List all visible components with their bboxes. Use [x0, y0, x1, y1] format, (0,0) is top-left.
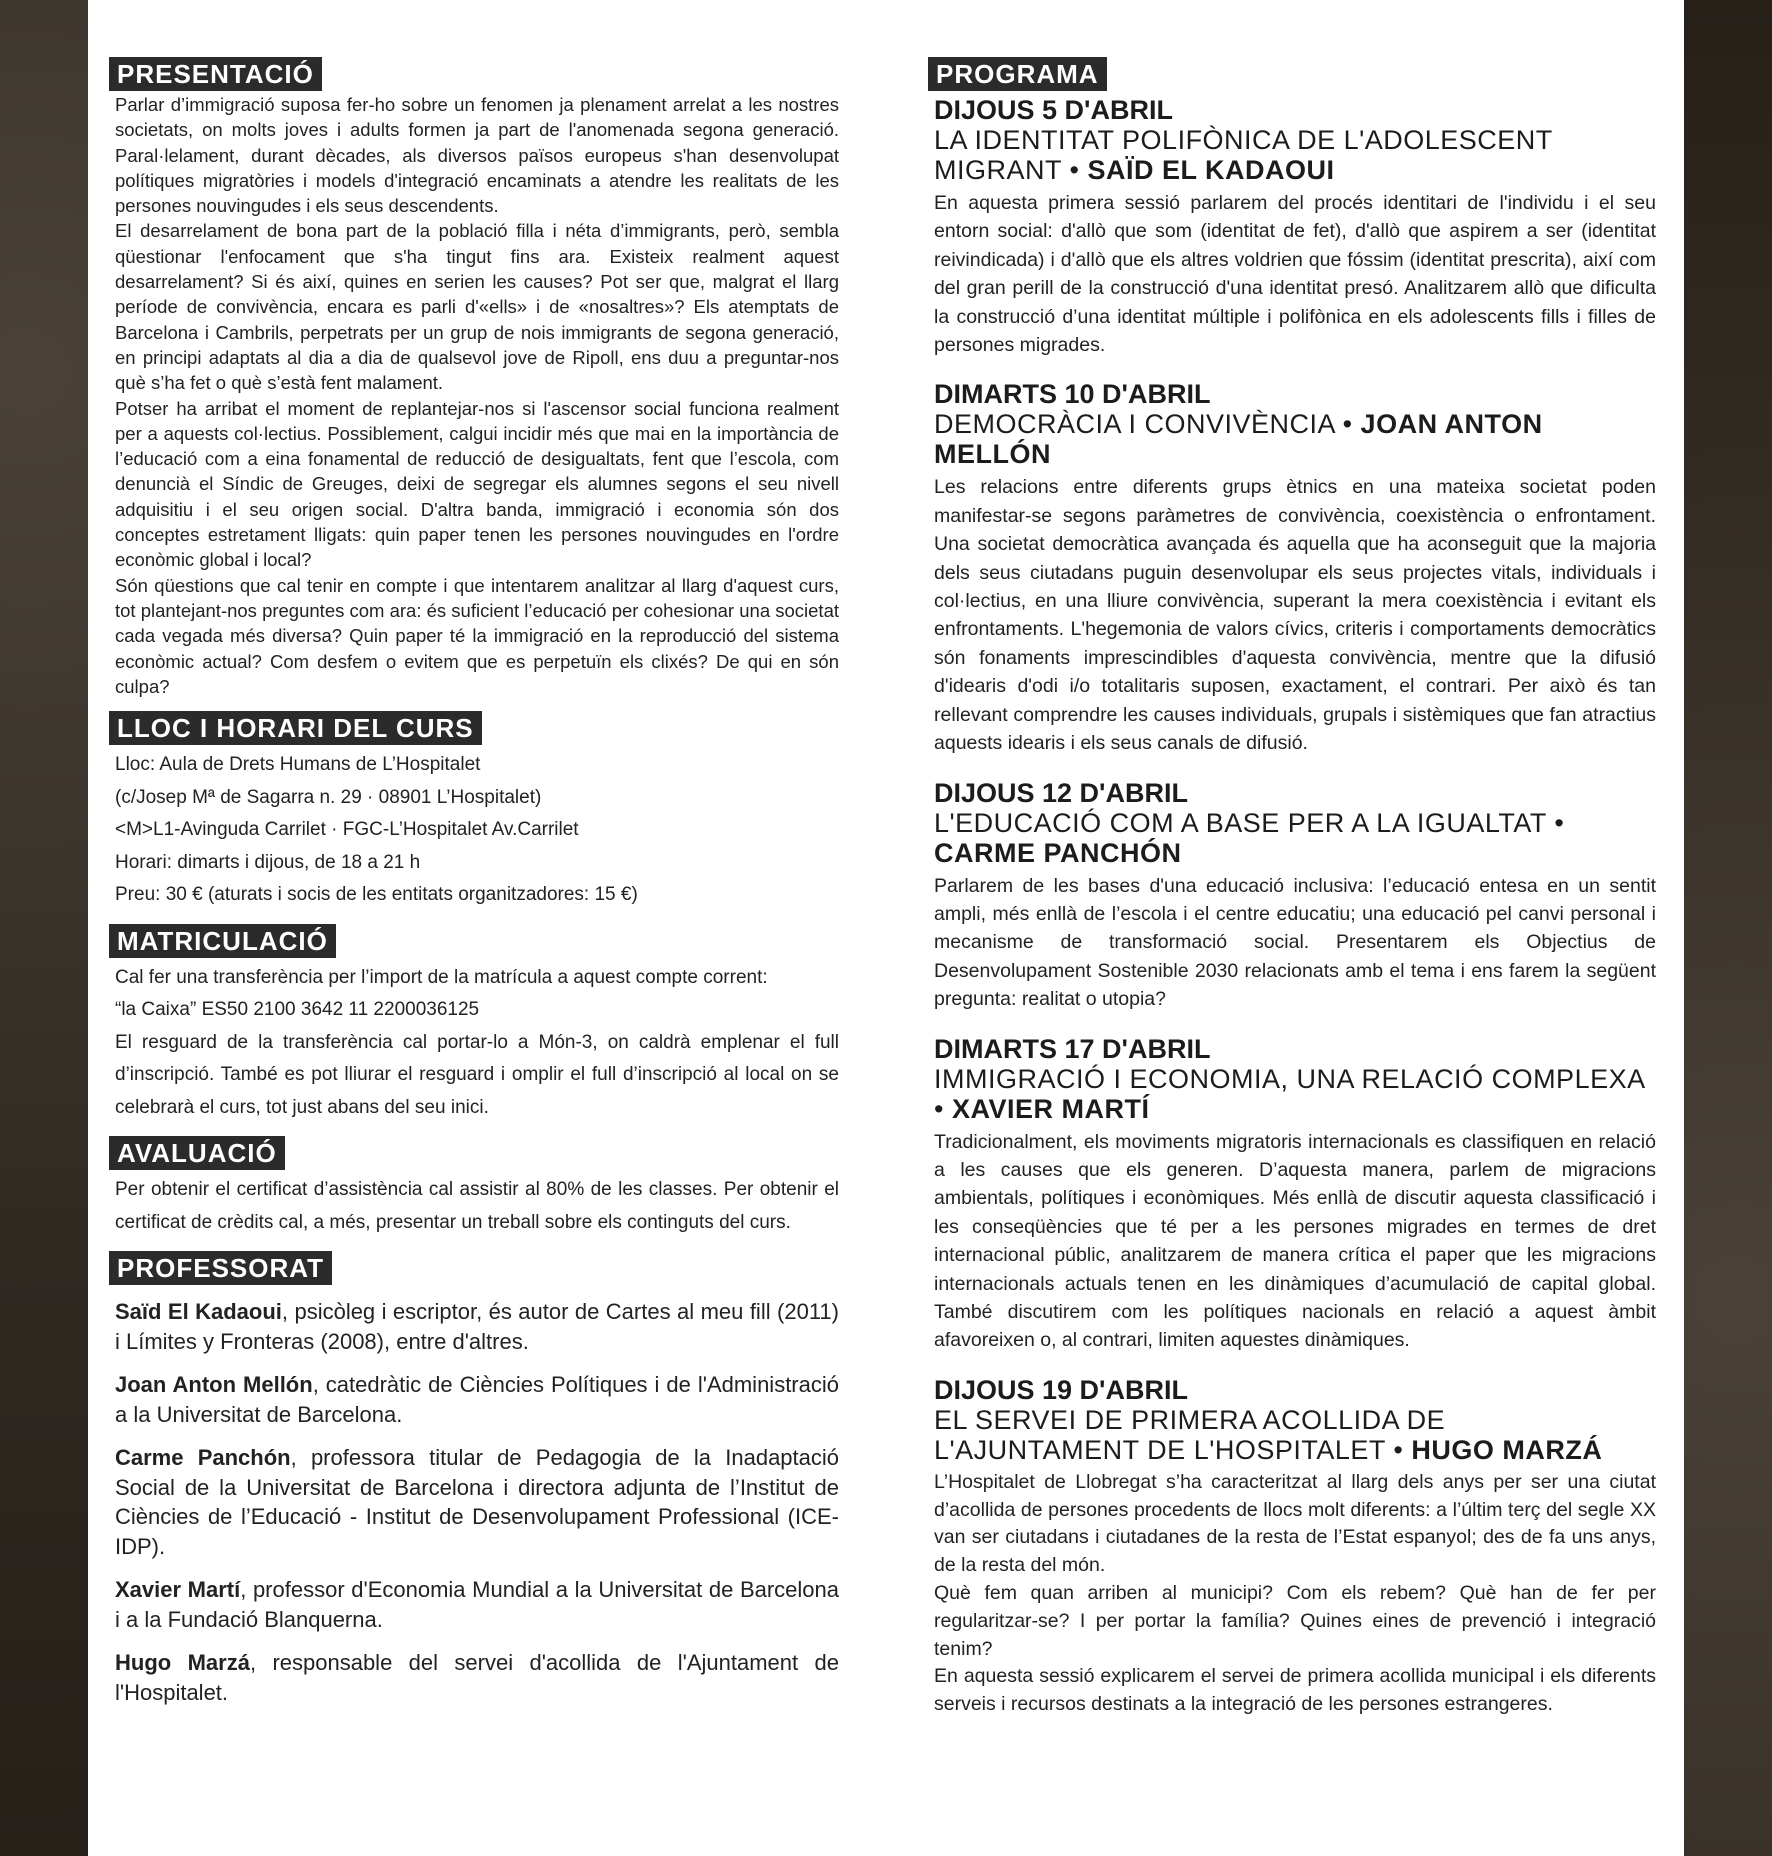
session-title [934, 1405, 1656, 1465]
session-speaker: JOAN ANTON MELLÓN [934, 409, 1543, 470]
session-title-text: DEMOCRÀCIA I CONVIVÈNCIA • [934, 409, 1353, 440]
session-title-text: LA IDENTITAT POLIFÒNICA DE L'ADOLESCENT MIGRANT • [934, 125, 1553, 185]
session-description [934, 189, 1656, 359]
avaluacio-details [115, 1174, 839, 1239]
avaluacio-heading: AVALUACIÓ [109, 1136, 285, 1170]
matriculacio-line: El resguard de la transferència cal portar-lo a Món-3, on caldrà emplenar el full d’inscripció. També es pot lliurar el resguard i omplir el full d’inscripció al local on se celebrarà el curs, tot just abans del seu inici. [115, 1031, 839, 1118]
professor-entry [115, 1575, 839, 1634]
professorat-heading: PROFESSORAT [109, 1251, 332, 1285]
session-date: DIMARTS 17 D'ABRIL [934, 1033, 1211, 1064]
right-border [1684, 0, 1772, 1856]
lloc-line: Preu: 30 € (aturats i socis de les entitats organitzadores: 15 €) [115, 884, 638, 906]
session-title-text: L'EDUCACIÓ COM A BASE PER A LA IGUALTAT • [934, 807, 1565, 838]
matriculacio-details [115, 962, 839, 1125]
session-paragraph: En aquesta primera sessió parlarem del procés identitari de l'individu i el seu entorn social: d'allò que som (identitat de fet), d'allò que aspirem a ser (identitat reivindicada) i d'allò que els altres voldrien que fóssim (identitat prescrita), així com del gran perill de la construcció d'una identitat presó. Analitzarem allò que dificulta la construcció d’una identitat múltiple i polifònica en els adolescents fills i filles de persones migrades. [934, 192, 1656, 357]
session-date: DIJOUS 12 D'ABRIL [934, 777, 1188, 808]
presentacio-text [115, 92, 839, 699]
session-speaker: SAÏD EL KADAOUI [1087, 155, 1335, 185]
professor-desc: , catedràtic de Ciències Polítiques i de l'Administració a la Universitat de Barcelona. [115, 1372, 839, 1427]
session-paragraph: Tradicionalment, els moviments migratoris internacionals es classifiquen en relació a les causes que els generen. D’aquesta manera, parlem de migracions ambientals, polítiques i econòmiques. Més enllà de discutir aquesta classificació i les conseqüències que té per a les persones migrades en termes de dret internacional públic, analitzarem de manera crítica el paper que les migracions internacionals actuals tenen en les dinàmiques d’acumulació de capital global. També discutirem com les polítiques nacionals en relació a aquest àmbit afavoreixen o, al contrari, limiten aquestes dinàmiques. [934, 1130, 1656, 1352]
professor-desc: , professora titular de Pedagogia de la Inadaptació Social de la Universitat de Barcelona i directora adjunta de l’Institut de Ciències de l’Educació - Institut de Desenvolupament Professional (ICE-IDP). [115, 1445, 840, 1559]
left-column [115, 57, 839, 1721]
professor-name: Hugo Marzá [115, 1650, 250, 1676]
lloc-heading: LLOC I HORARI DEL CURS [109, 711, 482, 745]
presentacio-section [115, 57, 839, 699]
session-title [934, 409, 1656, 469]
lloc-line: Lloc: Aula de Drets Humans de L’Hospitalet [115, 754, 481, 776]
session [934, 379, 1656, 757]
professor-entry [115, 1443, 839, 1561]
professorat-section [115, 1251, 839, 1707]
session [934, 778, 1656, 1014]
presentacio-paragraph: El desarrelament de bona part de la població filla i néta d’immigrants, però, sembla qüestionar l'enfocament que s'ha tingut fins ara. Existeix realment aquest desarrelament? Si és així, quines en serien les causes? Pot ser que, malgrat el llarg període de convivència, encara es parli d'«ells» i de «nosaltres»? Els atemptats de Barcelona i Cambrils, perpetrats per un grup de nois immigrants de segona generació, en principi adaptats al dia a dia de qualsevol jove de Ripoll, ens duu a preguntar-nos què s’ha fet o què s’està fent malament. [115, 220, 839, 394]
lloc-line: Horari: dimarts i dijous, de 18 a 21 h [115, 851, 421, 873]
matriculacio-heading: MATRICULACIÓ [109, 924, 336, 958]
professor-entry [115, 1297, 839, 1356]
session-speaker: XAVIER MARTÍ [951, 1093, 1150, 1124]
bank-account: “la Caixa” ES50 2100 3642 11 2200036125 [115, 999, 480, 1021]
presentacio-paragraph: Són qüestions que cal tenir en compte i que intentarem analitzar al llarg d'aquest curs, tot plantejant-nos preguntes com ara: és suficient l’educació per cohesionar una societat cada vegada més diversa? Quin paper té la immigració en la reproducció del sistema econòmic actual? Com desfem o evitem que es perpetuïn els clixés? De qui en són culpa? [115, 574, 839, 697]
session-speaker: CARME PANCHÓN [934, 837, 1182, 868]
professor-entry [115, 1648, 839, 1707]
session-title [934, 125, 1656, 185]
session-title [934, 1064, 1656, 1124]
programa-heading: PROGRAMA [928, 57, 1107, 91]
session [934, 95, 1656, 359]
session-paragraph: Parlarem de les bases d'una educació inclusiva: l’educació entesa en un sentit ampli, més enllà de l’escola i el centre educatiu; una educació pel canvi personal i mecanisme de transformació social. Presentarem els Objectius de Desenvolupament Sostenible 2030 relacionats amb el tema i ens farem la següent pregunta: realitat o utopia? [934, 874, 1656, 1011]
session-date: DIJOUS 19 D'ABRIL [934, 1374, 1188, 1405]
professor-entry [115, 1370, 839, 1429]
session-paragraph: Què fem quan arriben al municipi? Com els rebem? Què han de fer per regularitzar-se? I per portar la família? Quines eines de prevenció i integració tenim? [934, 1581, 1656, 1660]
session-paragraph: L’Hospitalet de Llobregat s’ha caracteritzat al llarg dels anys per ser una ciutat d’acollida de persones procedents de llocs molt diferents: a l’últim terç del segle XX van ser ciutadans i ciutadanes de la resta de l’Estat espanyol; des de fa uns anys, de la resta del món. [934, 1470, 1656, 1577]
professor-name: Saïd El Kadaoui [115, 1299, 282, 1325]
professor-desc: , professor d'Economia Mundial a la Universitat de Barcelona i a la Fundació Blanquerna. [115, 1577, 840, 1632]
professor-name: Carme Panchón [115, 1445, 291, 1471]
matriculacio-section [115, 924, 839, 1125]
lloc-line: <M>L1-Avinguda Carrilet · FGC-L’Hospitalet Av.Carrilet [115, 819, 579, 841]
session-description [934, 872, 1656, 1014]
presentacio-paragraph: Parlar d’immigració suposa fer-ho sobre un fenomen ja plenament arrelat a les nostres societats, on molts joves i adults formen ja part de l'anomenada segona generació. Paral·lelament, durant dècades, als diversos països europeus s'han desenvolupat polítiques migratòries i models d'integració encaminats a atendre les realitats de les persones nouvingudes i els seus descendents. [115, 94, 839, 217]
session-title-text: IMMIGRACIÓ I ECONOMIA, UNA RELACIÓ COMPLEXA • [934, 1063, 1645, 1124]
avaluacio-text: Per obtenir el certificat d’assistència cal assistir al 80% de les classes. Per obtenir el certificat de crèdits cal, a més, presentar un treball sobre els continguts del curs. [115, 1179, 839, 1233]
session-speaker: HUGO MARZÁ [1411, 1434, 1603, 1465]
presentacio-paragraph: Potser ha arribat el moment de replantejar-nos si l'ascensor social funciona realment per a aquests col·lectius. Possiblement, calgui incidir més que mai en la importància de l’educació com a eina fonamental de reducció de desigualtats, fent que l’escola, com denuncià el Síndic de Greuges, deixi de segregar els alumnes segons el seu nivell adquisitiu i el seu origen social. D'altra banda, immigració i economia són dos conceptes estretament lligats: quin paper tenen les persones nouvingudes en l'ordre econòmic global i local? [115, 397, 839, 571]
professor-desc: , responsable del servei d'acollida de l'Ajuntament de l'Hospitalet. [115, 1650, 839, 1705]
session-description [934, 1128, 1656, 1355]
presentacio-heading: PRESENTACIÓ [109, 57, 322, 91]
lloc-details [115, 749, 839, 912]
lloc-section [115, 711, 839, 912]
avaluacio-section [115, 1136, 839, 1239]
professor-desc: , psicòleg i escriptor, és autor de Cartes al meu fill (2011) i Límites y Fronteras (2008), entre d'altres. [115, 1299, 839, 1354]
session-title-text: EL SERVEI DE PRIMERA ACOLLIDA DE L'AJUNTAMENT DE L'HOSPITALET • [934, 1404, 1446, 1465]
session [934, 1375, 1656, 1719]
left-border [0, 0, 88, 1856]
session-title [934, 808, 1656, 868]
professor-name: Joan Anton Mellón [115, 1372, 313, 1398]
session-description [934, 473, 1656, 757]
lloc-line: (c/Josep Mª de Sagarra n. 29 · 08901 L’Hospitalet) [115, 786, 542, 808]
right-column [934, 57, 1656, 1719]
session-paragraph: En aquesta sessió explicarem el servei de primera acollida municipal i els diferents serveis i recursos destinats a la integració de les persones estrangeres. [934, 1665, 1656, 1716]
professor-name: Xavier Martí [115, 1577, 241, 1603]
session-date: DIJOUS 5 D'ABRIL [934, 95, 1173, 125]
session [934, 1034, 1656, 1355]
session-description [934, 1469, 1656, 1719]
session-paragraph: Les relacions entre diferents grups ètnics en una mateixa societat poden manifestar-se segons paràmetres de convivència, coexistència o enfrontament. Una societat democràtica avançada és aquella que ha aconseguit que la majoria dels seus ciutadans puguin desenvolupar els seus projectes vitals, individuals i col·lectius, en una lliure convivència, superant la mera coexistència i evitant els enfrontaments. L'hegemonia de valors cívics, criteris i comportaments democràtics són fonaments imprescindibles d'aquesta convivència, mentre que la difusió d'idearis d'odi i/o totalitaris suposen, exactament, el contrari. Per això és tan rellevant comprendre les causes individuals, grupals i sistèmiques que fan atractius aquests idearis i els seus canals de difusió. [934, 476, 1656, 755]
matriculacio-line: Cal fer una transferència per l’import de la matrícula a aquest compte corrent: [115, 966, 768, 988]
session-date: DIMARTS 10 D'ABRIL [934, 379, 1211, 410]
